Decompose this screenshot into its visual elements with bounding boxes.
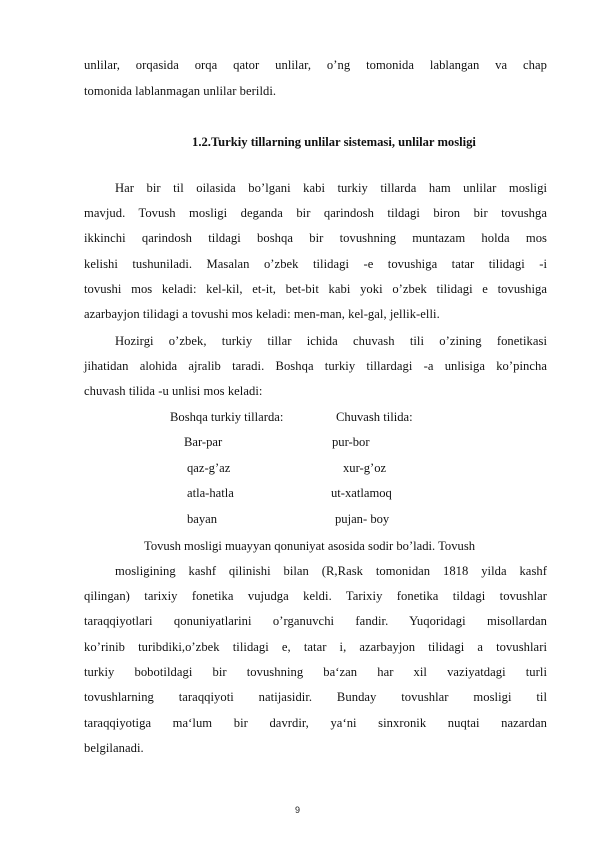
page-number: 9 (294, 805, 300, 815)
paragraph4-line: taraqqiyotlari qonuniyatlarini o’rganuvchi fandir. Yuqoridagi misollardan (84, 614, 547, 628)
paragraph4-line: Tovush mosligi muayyan qonuniyat asosida sodir bo’ladi. Tovush (144, 539, 476, 553)
table-cell: qaz-g’az (187, 461, 231, 475)
paragraph4-line: tovushlarning taraqqiyoti natijasidir. Bunday tovushlar mosligi til (84, 690, 547, 704)
table-header-other: Boshqa turkiy tillarda: (170, 410, 284, 424)
section-heading: 1.2.Turkiy tillarning unlilar sistemasi, unlilar mosligi (192, 135, 476, 149)
paragraph4-line: taraqqiyotiga ma‘lum bir davrdir, ya‘ni sinxronik nuqtai nazardan (84, 716, 547, 730)
paragraph2-line: ikkinchi qarindosh tildagi boshqa bir tovushning muntazam holda mos (84, 231, 547, 245)
paragraph3-line: jihatidan alohida ajralib taradi. Boshqa turkiy tillardagi -a unlisiga ko’pincha (84, 359, 547, 373)
table-cell: pujan- boy (335, 512, 390, 526)
paragraph4-line: turkiy bobotildagi bir tovushning ba‘zan har xil vaziyatdagi turli (84, 665, 547, 679)
table-cell: pur-bor (332, 435, 370, 449)
paragraph2-line: Har bir til oilasida bo’lgani kabi turkiy tillarda ham unlilar mosligi (115, 181, 547, 195)
paragraph2-line: azarbayjon tilidagi a tovushi mos keladi: men-man, kel-gal, jellik-elli. (84, 307, 440, 321)
paragraph4-line: ko’rinib turibdiki,o’zbek tilidagi e, tatar i, azarbayjon tilidagi a tovushlari (84, 640, 547, 654)
table-cell: xur-g’oz (343, 461, 387, 475)
table-cell: Bar-par (184, 435, 223, 449)
table-cell: atla-hatla (187, 486, 234, 500)
paragraph2-line: mavjud. Tovush mosligi deganda bir qarindosh tildagi biron bir tovushga (84, 206, 547, 220)
paragraph3-line: Hozirgi o’zbek, turkiy tillar ichida chuvash tili o’zining fonetikasi (115, 334, 547, 348)
paragraph4-line: mosligining kashf qilinishi bilan (R,Rask tomonidan 1818 yilda kashf (115, 564, 547, 578)
table-cell: bayan (187, 512, 218, 526)
paragraph1-line: unlilar, orqasida orqa qator unlilar, o’ng tomonida lablangan va chap (84, 58, 547, 72)
paragraph2-line: tovushi mos keladi: kel-kil, et-it, bet-bit kabi yoki o’zbek tilidagi e tovushiga (84, 282, 547, 296)
paragraph4-line: qilingan) tarixiy fonetika vujudga keldi. Tarixiy fonetika tildagi tovushlar (84, 589, 547, 603)
paragraph4-line: belgilanadi. (84, 741, 144, 755)
paragraph3-line: chuvash tilida -u unlisi mos keladi: (84, 384, 263, 398)
paragraph2-line: kelishi tushuniladi. Masalan o’zbek tilidagi -e tovushiga tatar tilidagi -i (84, 257, 547, 271)
paragraph1-line: tomonida lablanmagan unlilar berildi. (84, 84, 277, 98)
table-header-chuvash: Chuvash tilida: (336, 410, 413, 424)
table-cell: ut-xatlamoq (331, 486, 392, 500)
